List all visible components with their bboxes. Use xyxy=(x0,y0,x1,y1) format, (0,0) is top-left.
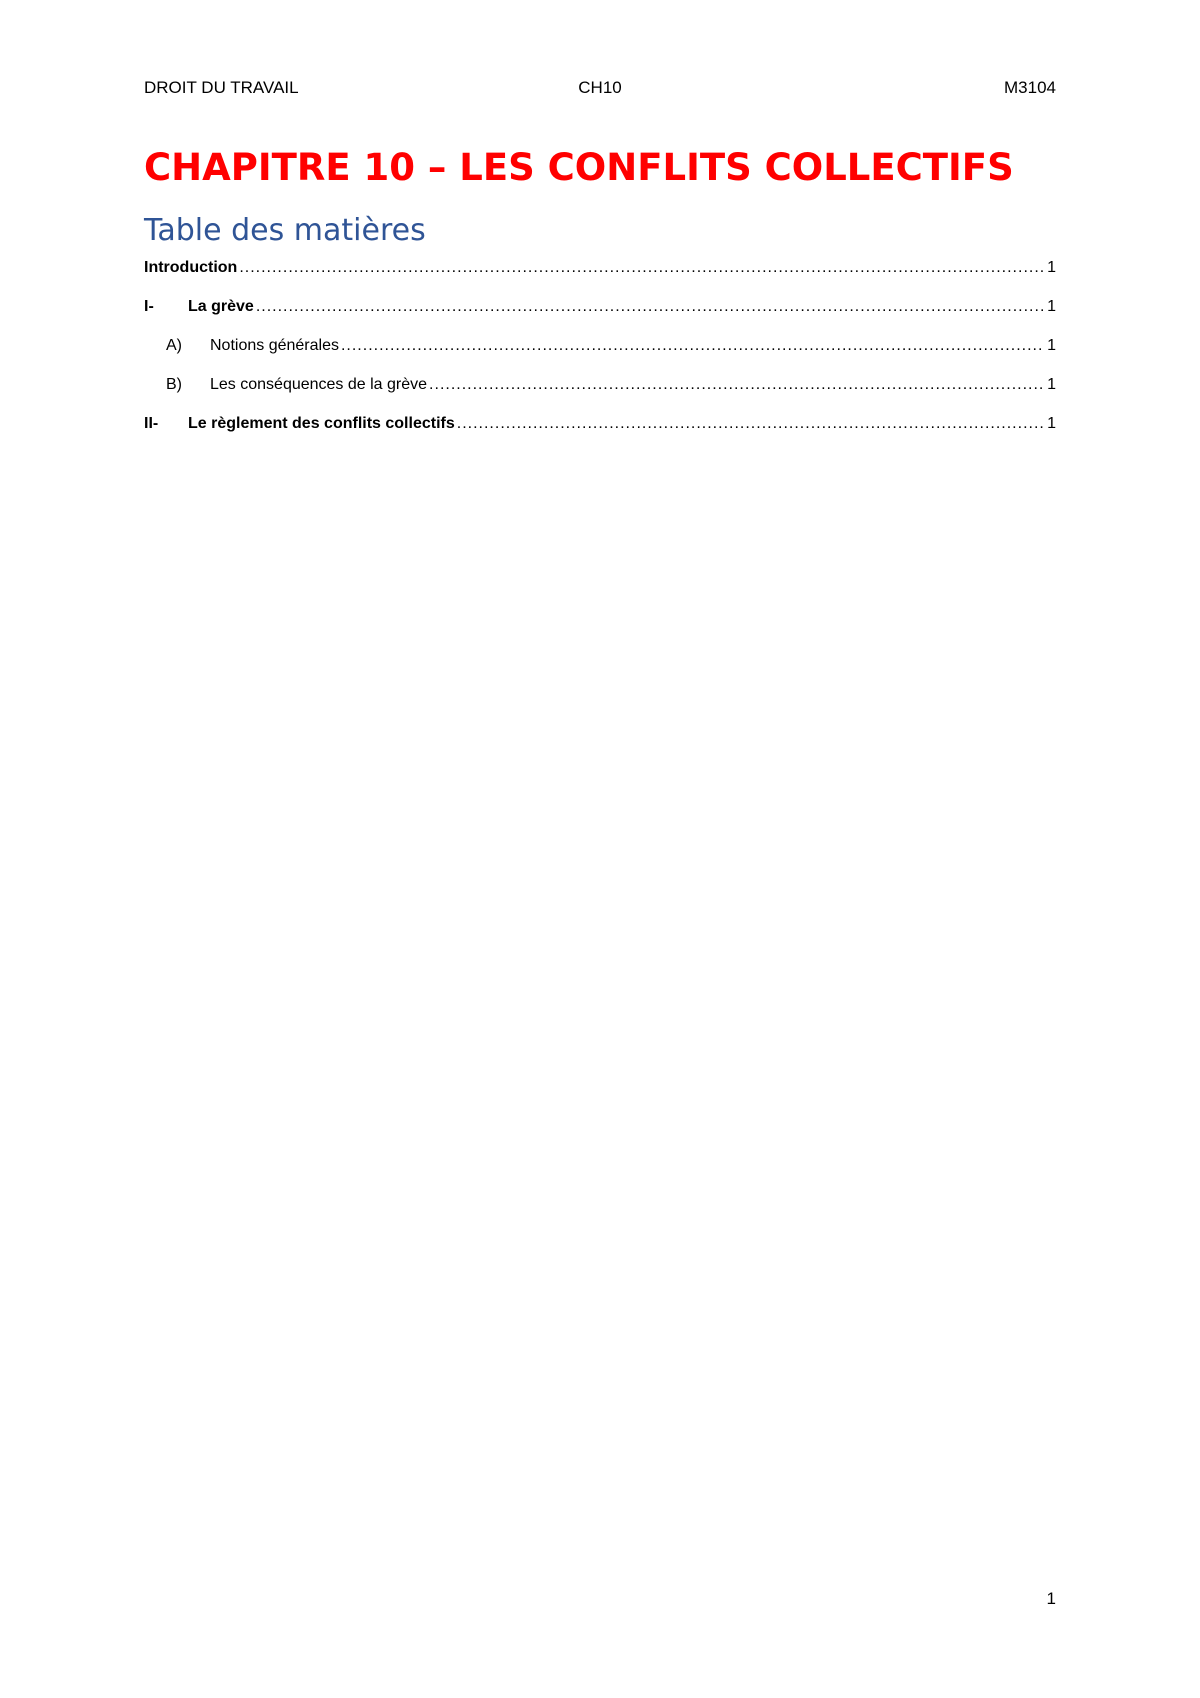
toc-entry-label: La grève xyxy=(188,298,254,315)
toc-entry-page: 1 xyxy=(1047,298,1056,315)
header-module-code: M3104 xyxy=(1004,78,1056,97)
toc-entry-label: Le règlement des conflits collectifs xyxy=(188,415,455,432)
toc-entry-page: 1 xyxy=(1047,376,1056,393)
toc-leader-dots xyxy=(429,373,1044,397)
toc-entry-reglement-conflits[interactable] xyxy=(144,412,1056,436)
toc-heading: Table des matières xyxy=(144,213,426,248)
toc-entry-number: B) xyxy=(166,376,182,393)
toc-entry-label: Notions générales xyxy=(210,337,339,354)
toc-leader-dots xyxy=(457,412,1044,436)
header-course-title: DROIT DU TRAVAIL xyxy=(144,78,299,97)
toc-entry-number: A) xyxy=(166,337,182,354)
toc-entry-number: II- xyxy=(144,415,159,432)
toc-entry-page: 1 xyxy=(1047,259,1056,276)
toc-leader-dots xyxy=(256,295,1044,319)
page-number: 1 xyxy=(1046,1589,1056,1608)
toc-entry-consequences-greve[interactable] xyxy=(144,373,1056,397)
page-header xyxy=(144,76,1056,100)
toc-entry-introduction[interactable] xyxy=(144,256,1056,280)
toc-entry-label: Les conséquences de la grève xyxy=(210,376,428,393)
toc-leader-dots xyxy=(239,256,1044,280)
toc-leader-dots xyxy=(341,334,1044,358)
toc-entry-la-greve[interactable] xyxy=(144,295,1056,319)
toc-entry-page: 1 xyxy=(1047,415,1056,432)
toc-entry-notions-generales[interactable] xyxy=(144,334,1056,358)
toc-entry-page: 1 xyxy=(1047,337,1056,354)
toc-entry-label: Introduction xyxy=(144,259,238,276)
toc-entry-number: I- xyxy=(144,298,154,315)
chapter-title: CHAPITRE 10 – LES CONFLITS COLLECTIFS xyxy=(144,146,1014,189)
header-chapter-code: CH10 xyxy=(578,78,622,97)
table-of-contents xyxy=(144,256,1056,451)
